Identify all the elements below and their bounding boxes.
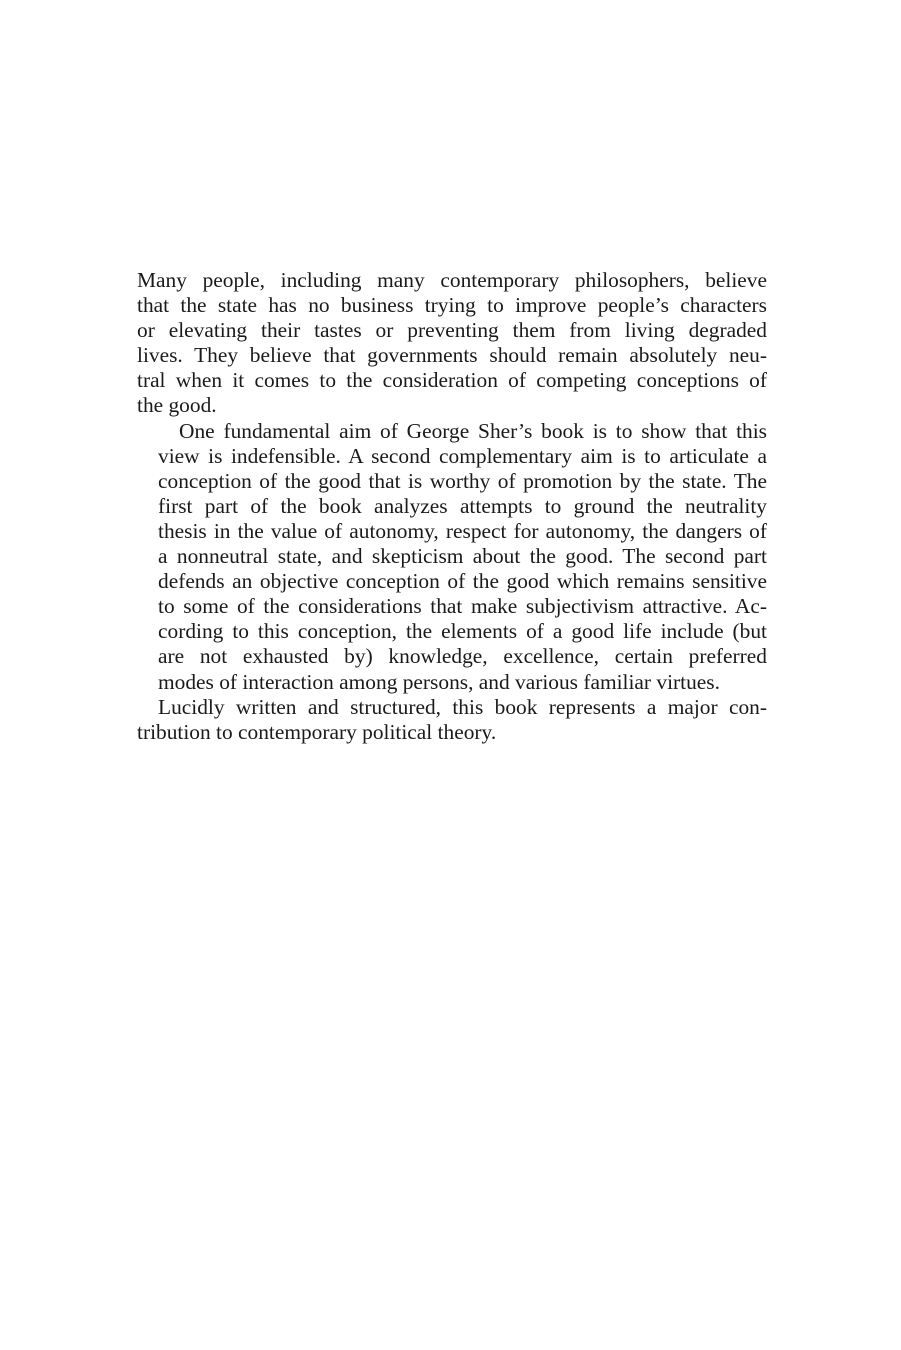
text-line: a nonneutral state, and skepticism about the good. The second part (158, 544, 767, 569)
text-line: or elevating their tastes or preventing them from living degraded (137, 318, 767, 343)
text-line: defends an objective conception of the good which remains sensitive (158, 569, 767, 594)
text-line: are not exhausted by) knowledge, excellence, certain preferred (158, 644, 767, 669)
text-line: conception of the good that is worthy of promotion by the state. The (158, 468, 767, 493)
text-line: view is indefensible. A second complementary aim is to articulate a (158, 443, 767, 468)
text-line: first part of the book analyzes attempts to ground the neutrality (158, 493, 767, 518)
text-line: tral when it comes to the consideration of competing conceptions of (137, 368, 767, 393)
text-line: Many people, including many contemporary philosophers, believe (137, 268, 767, 292)
text-line: to some of the considerations that make subjectivism attractive. Ac- (158, 594, 767, 619)
text-line: lives. They believe that governments should remain absolutely neu- (137, 343, 767, 368)
text-line: cording to this conception, the elements of a good life include (but (158, 619, 767, 644)
text-line: modes of interaction among persons, and various familiar virtues. (158, 669, 720, 694)
paragraph-2 (137, 419, 767, 695)
text-line: thesis in the value of autonomy, respect for autonomy, the dangers of (158, 518, 767, 543)
text-line: Lucidly written and structured, this book represents a major con- (158, 694, 767, 719)
paragraph-1 (137, 268, 767, 419)
text-line: One fundamental aim of George Sher’s book is to show that this (179, 418, 767, 443)
text-line: that the state has no business trying to improve people’s characters (137, 293, 767, 318)
paragraph-3 (137, 695, 767, 745)
text-line: tribution to contemporary political theory. (137, 719, 497, 744)
text-line: the good. (137, 393, 217, 418)
blurb-text (137, 268, 767, 745)
